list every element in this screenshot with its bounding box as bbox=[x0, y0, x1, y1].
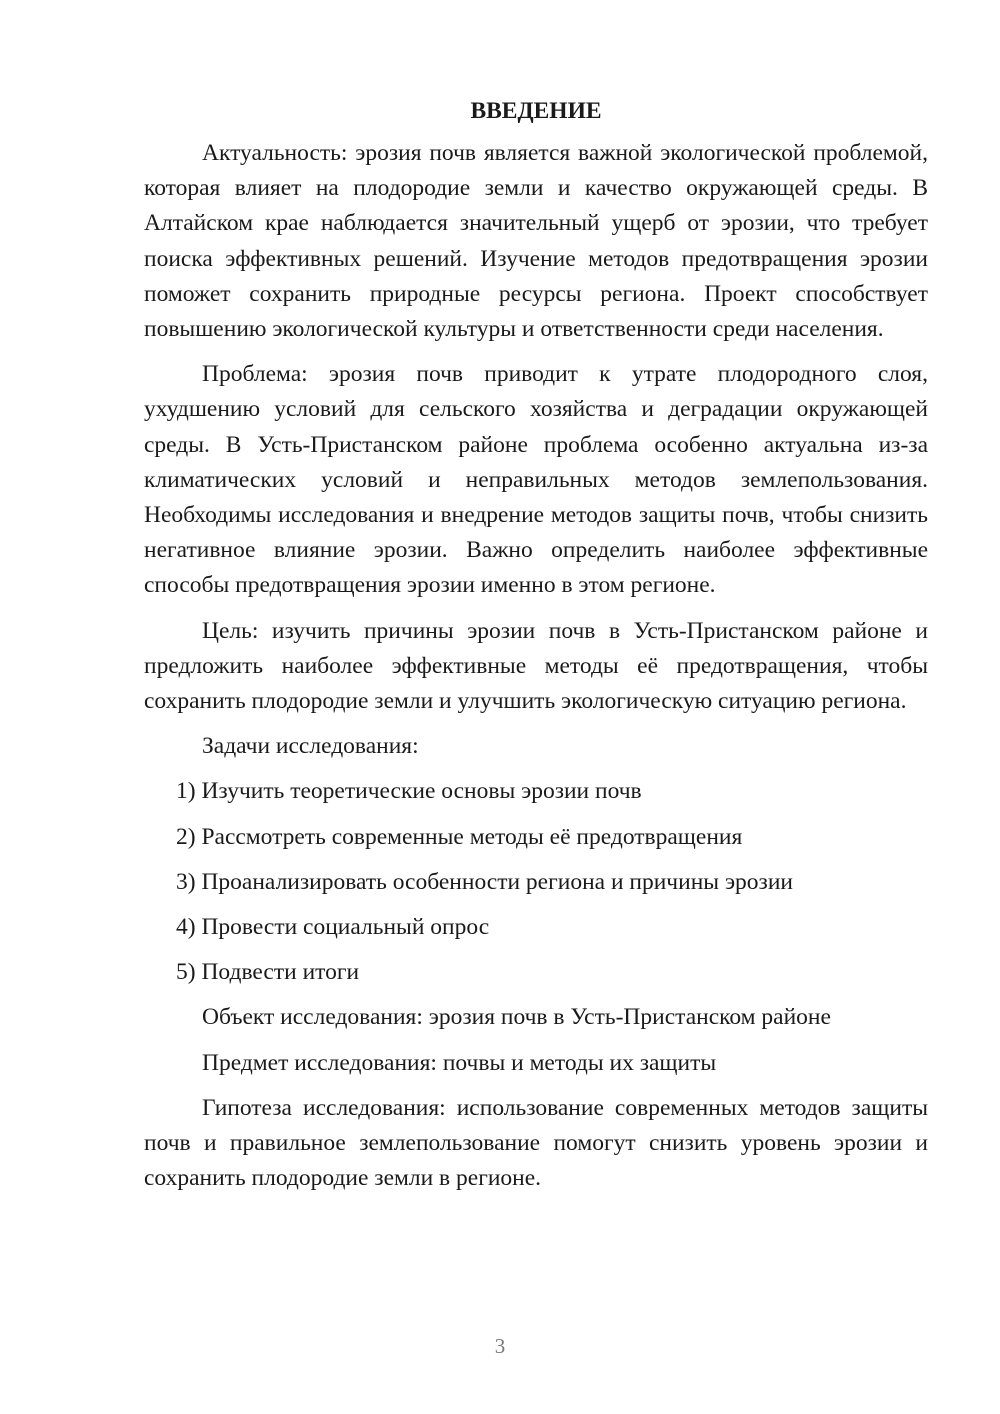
task-item: 5) Подвести итоги bbox=[176, 959, 360, 986]
task-item: 1) Изучить теоретические основы эрозии почв bbox=[176, 778, 642, 805]
task-item: 4) Провести социальный опрос bbox=[176, 914, 490, 941]
problem-paragraph: Проблема: эрозия почв приводит к утрате плодородного слоя, ухудшению условий для сельского хозяйства и деградации окружающей среды. В Усть-Пристанском районе проблема особенно актуальна из-за климатических условий и неправильных методов землепользования. Необходимы исследования и внедрение методов защиты почв, чтобы снизить негативное влияние эрозии. Важно определить наиболее эффективные способы предотвращения эрозии именно в этом регионе. bbox=[144, 361, 928, 599]
task-item: 3) Проанализировать особенности региона и причины эрозии bbox=[176, 868, 793, 895]
research-subject: Предмет исследования: почвы и методы их защиты bbox=[202, 1049, 717, 1076]
task-item: 2) Рассмотреть современные методы её предотвращения bbox=[176, 823, 743, 850]
tasks-list bbox=[144, 774, 928, 990]
goal-paragraph: Цель: изучить причины эрозии почв в Усть-Пристанском районе и предложить наиболее эффективные методы её предотвращения, чтобы сохранить плодородие земли и улучшить экологическую ситуацию региона. bbox=[144, 617, 928, 715]
document-body bbox=[144, 96, 928, 1206]
relevance-paragraph: Актуальность: эрозия почв является важной экологической проблемой, которая влияет на плодородие земли и качество окружающей среды. В Алтайском крае наблюдается значительный ущерб от эрозии, что требует поиска эффективных решений. Изучение методов предотвращения эрозии поможет сохранить природные ресурсы региона. Проект способствует повышению экологической культуры и ответственности среди населения. bbox=[144, 140, 928, 343]
research-object: Объект исследования: эрозия почв в Усть-Пристанском районе bbox=[202, 1004, 831, 1031]
tasks-heading: Задачи исследования: bbox=[202, 733, 419, 760]
hypothesis-paragraph: Гипотеза исследования: использование современных методов защиты почв и правильное землепользование помогут снизить уровень эрозии и сохранить плодородие земли в регионе. bbox=[144, 1094, 928, 1192]
page-number: 3 bbox=[494, 1334, 506, 1358]
page-title: ВВЕДЕНИЕ bbox=[470, 98, 602, 124]
